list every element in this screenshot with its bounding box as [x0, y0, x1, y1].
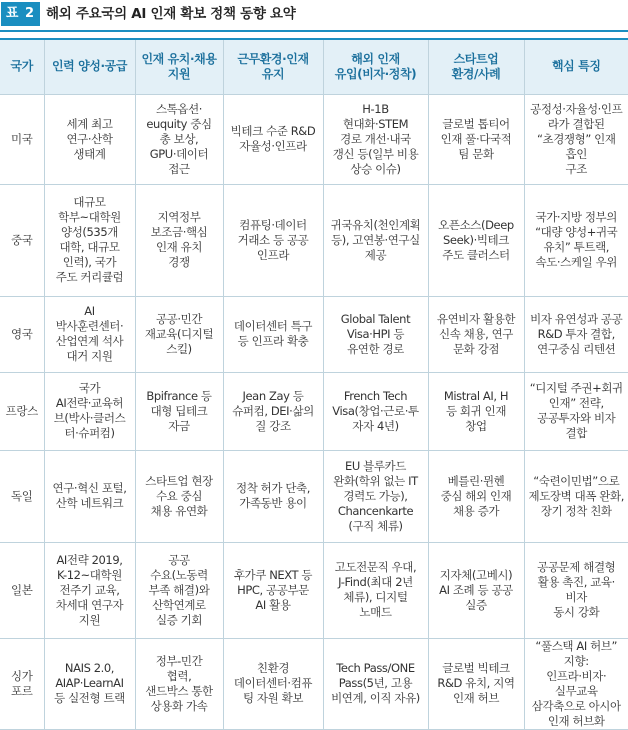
- table-number-badge: 표 2: [1, 2, 40, 26]
- caption-divider: [0, 30, 628, 32]
- table-cell: AI전략 2019, K-12~대학원 전주기 교육, 차세대 연구자 지원: [44, 542, 135, 638]
- policy-summary-table: [0, 38, 628, 730]
- country-cell: 미국: [0, 94, 44, 184]
- table-cell: 세계 최고 연구·산학 생태계: [44, 94, 135, 184]
- column-header-work-environment: 근무환경·인재 유지: [223, 39, 323, 94]
- table-cell: H-1B 현대화·STEM 경로 개선·내국 갱신 등(일부 비용 상승 이슈): [323, 94, 428, 184]
- table-cell: 대규모 학부~대학원 양성(535개 대학, 대규모 인력), 국가 주도 커리큘럼: [44, 184, 135, 296]
- table-row: [0, 542, 628, 638]
- table-cell: 컴퓨팅·데이터 거래소 등 공공 인프라: [223, 184, 323, 296]
- country-cell: 영국: [0, 296, 44, 372]
- table-row: [0, 94, 628, 184]
- table-cell: 스타트업 현장 수요 중심 채용 유연화: [135, 450, 223, 542]
- table-cell: 글로벌 톱티어 인재 풀·다국적 팀 문화: [428, 94, 524, 184]
- table-row: [0, 184, 628, 296]
- column-header-startup: 스타트업 환경/사례: [428, 39, 524, 94]
- table-cell: Mistral AI, H 등 회귀 인재 창업: [428, 372, 524, 450]
- table-row: [0, 638, 628, 729]
- table-cell: 빅테크 수준 R&D 자율성·인프라: [223, 94, 323, 184]
- table-row: [0, 296, 628, 372]
- table-cell: 공공·민간 재교육(디지털 스킬): [135, 296, 223, 372]
- country-cell: 중국: [0, 184, 44, 296]
- table-cell: Bpifrance 등 대형 딥테크 자금: [135, 372, 223, 450]
- table-cell: 지자체(고베시) AI 조례 등 공공 실증: [428, 542, 524, 638]
- country-cell: 독일: [0, 450, 44, 542]
- column-header-country: 국가: [0, 39, 44, 94]
- table-cell: “풀스택 AI 허브” 지향: 인프라·비자·실무교육 삼각축으로 아시아 인재 허브화: [524, 638, 628, 729]
- table-cell: 정부-민간 협력, 샌드박스 통한 상용화 가속: [135, 638, 223, 729]
- table-cell: 정착 허가 단축, 가족동반 용이: [223, 450, 323, 542]
- table-cell: “디지털 주권+회귀 인재” 전략, 공공투자와 비자 결합: [524, 372, 628, 450]
- table-cell: 귀국유치(천인계획 등), 고연봉·연구실 제공: [323, 184, 428, 296]
- table-cell: 친환경 데이터센터·컴퓨 팅 자원 확보: [223, 638, 323, 729]
- table-caption: [0, 0, 628, 30]
- table-cell: Tech Pass/ONE Pass(5년, 고용 비연계, 이직 자유): [323, 638, 428, 729]
- column-header-key-features: 핵심 특징: [524, 39, 628, 94]
- table-cell: 고도전문직 우대, J-Find(최대 2년 체류), 디지털 노매드: [323, 542, 428, 638]
- table-cell: Global Talent Visa·HPI 등 유연한 경로: [323, 296, 428, 372]
- table-cell: French Tech Visa(창업·근로·투 자자 4년): [323, 372, 428, 450]
- table-cell: 글로벌 빅테크 R&D 유치, 지역 인재 허브: [428, 638, 524, 729]
- table-cell: 오픈소스(Deep Seek)·빅테크 주도 클러스터: [428, 184, 524, 296]
- column-header-recruitment: 인재 유치·채용 지원: [135, 39, 223, 94]
- table-cell: NAIS 2.0, AIAP·LearnAI 등 실전형 트랙: [44, 638, 135, 729]
- table-cell: 비자 유연성과 공공 R&D 투자 결합, 연구중심 리텐션: [524, 296, 628, 372]
- table-row: [0, 450, 628, 542]
- table-cell: AI 박사훈련센터· 산업연계 석사 대거 지원: [44, 296, 135, 372]
- table-row: [0, 372, 628, 450]
- table-cell: 지역정부 보조금·핵심 인재 유치 경쟁: [135, 184, 223, 296]
- table-cell: 공공문제 해결형 활용 촉진, 교육·비자 동시 강화: [524, 542, 628, 638]
- table-cell: 공공 수요(노동력 부족 해결)와 산학연계로 실증 기회: [135, 542, 223, 638]
- table-cell: 베를린·뮌헨 중심 해외 인재 채용 증가: [428, 450, 524, 542]
- table-cell: 국가·지방 정부의 “대량 양성+귀국 유치” 투트랙, 속도·스케일 우위: [524, 184, 628, 296]
- country-cell: 일본: [0, 542, 44, 638]
- column-header-training: 인력 양성·공급: [44, 39, 135, 94]
- country-cell: 싱가 포르: [0, 638, 44, 729]
- column-header-visa: 해외 인재 유입(비자·정착): [323, 39, 428, 94]
- table-cell: “숙련이민법”으로 제도장벽 대폭 완화, 장기 정착 친화: [524, 450, 628, 542]
- header-row: [0, 39, 628, 94]
- table-cell: 연구·혁신 포털, 산학 네트워크: [44, 450, 135, 542]
- table-cell: 공정성·자율성·인프 라가 결합된 “초경쟁형” 인재 흡인 구조: [524, 94, 628, 184]
- table-cell: EU 블루카드 완화(학위 없는 IT 경력도 가능), Chancenkarte (구직 체류): [323, 450, 428, 542]
- table-cell: Jean Zay 등 슈퍼컴, DEI·삶의 질 강조: [223, 372, 323, 450]
- table-cell: 국가 AI전략·교육허 브(박사·클러스 터·슈퍼컴): [44, 372, 135, 450]
- table-cell: 데이터센터 특구 등 인프라 확충: [223, 296, 323, 372]
- country-cell: 프랑스: [0, 372, 44, 450]
- table-title: 해외 주요국의 AI 인재 확보 정책 동향 요약: [46, 6, 296, 22]
- table-cell: 후가쿠 NEXT 등 HPC, 공공부문 AI 활용: [223, 542, 323, 638]
- table-cell: 스톡옵션· euquity 중심 총 보상, GPU·데이터 접근: [135, 94, 223, 184]
- table-cell: 유연비자 활용한 신속 채용, 연구 문화 강점: [428, 296, 524, 372]
